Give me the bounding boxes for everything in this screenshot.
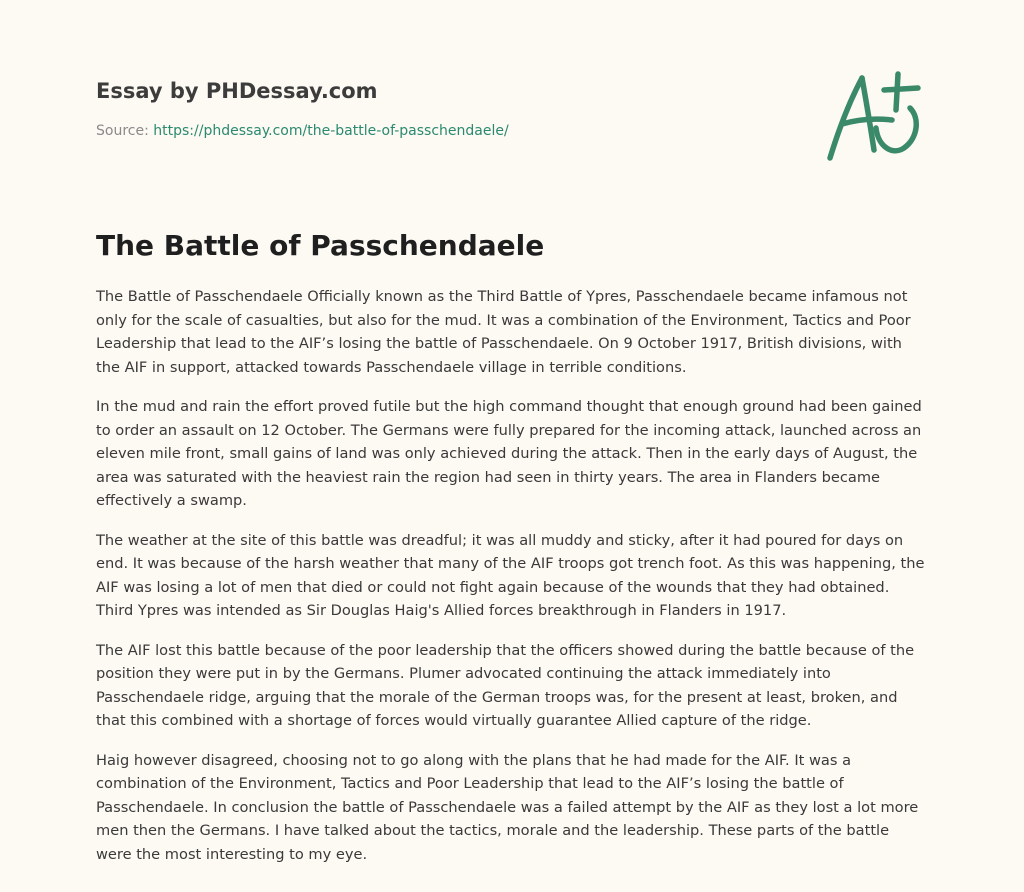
essay-title: The Battle of Passchendaele <box>96 229 545 262</box>
essay-paragraph: The AIF lost this battle because of the poor leadership that the officers showed during the battle because of the position they were put in by the Germans. Plumer advocated continuing the attack immediately into Passchendaele ridge, arguing that the morale of the German troops was, for the present at least, broken, and that this combined with a shortage of forces would virtually guarantee Allied capture of the ridge. <box>96 641 915 729</box>
essay-paragraph: The Battle of Passchendaele Officially known as the Third Battle of Ypres, Passchendaele became infamous not only for the scale of casualties, but also for the mud. It was a combination of the Environment, Tactics and Poor Leadership that lead to the AIF’s losing the battle of Passchendaele. On 9 October 1917, British divisions, with the AIF in support, attacked towards Passchendaele village in terrible conditions. <box>96 288 911 376</box>
source-link[interactable]: https://phdessay.com/the-battle-of-passchendaele/ <box>153 123 509 139</box>
essay-paragraph: In the mud and rain the effort proved futile but the high command thought that enough ground had been gained to order an assault on 12 October. The Germans were fully prepared for the incoming attack, launched across an eleven mile front, small gains of land was only achieved during the attack. Then in the early days of August, the area was saturated with the heaviest rain the region had seen in thirty years. The area in Flanders became effectively a swamp. <box>96 398 922 509</box>
essay-body <box>96 285 928 882</box>
essay-paragraph: Haig however disagreed, choosing not to go along with the plans that he had made for the AIF. It was a combination of the Environment, Tactics and Poor Leadership that lead to the AIF’s losing the battle of Passchendaele. In conclusion the battle of Passchendaele was a failed attempt by the AIF as they lost a lot more men then the Germans. I have talked about the tactics, morale and the leadership. These parts of the battle were the most interesting to my eye. <box>96 751 919 863</box>
essay-paragraph: The weather at the site of this battle was dreadful; it was all muddy and sticky, after it had poured for days on end. It was because of the harsh weather that many of the AIF troops got trench foot. As this was happening, the AIF was losing a lot of men that died or could not fight again because of the wounds that they had obtained. Third Ypres was intended as Sir Douglas Haig's Allied forces breakthrough in Flanders in 1917. <box>96 531 925 619</box>
a-plus-grade-icon <box>822 66 932 166</box>
source-line <box>96 123 509 139</box>
source-label: Source: <box>96 123 154 139</box>
document-header <box>96 76 796 139</box>
brand-title: Essay by PHDessay.com <box>96 79 378 103</box>
